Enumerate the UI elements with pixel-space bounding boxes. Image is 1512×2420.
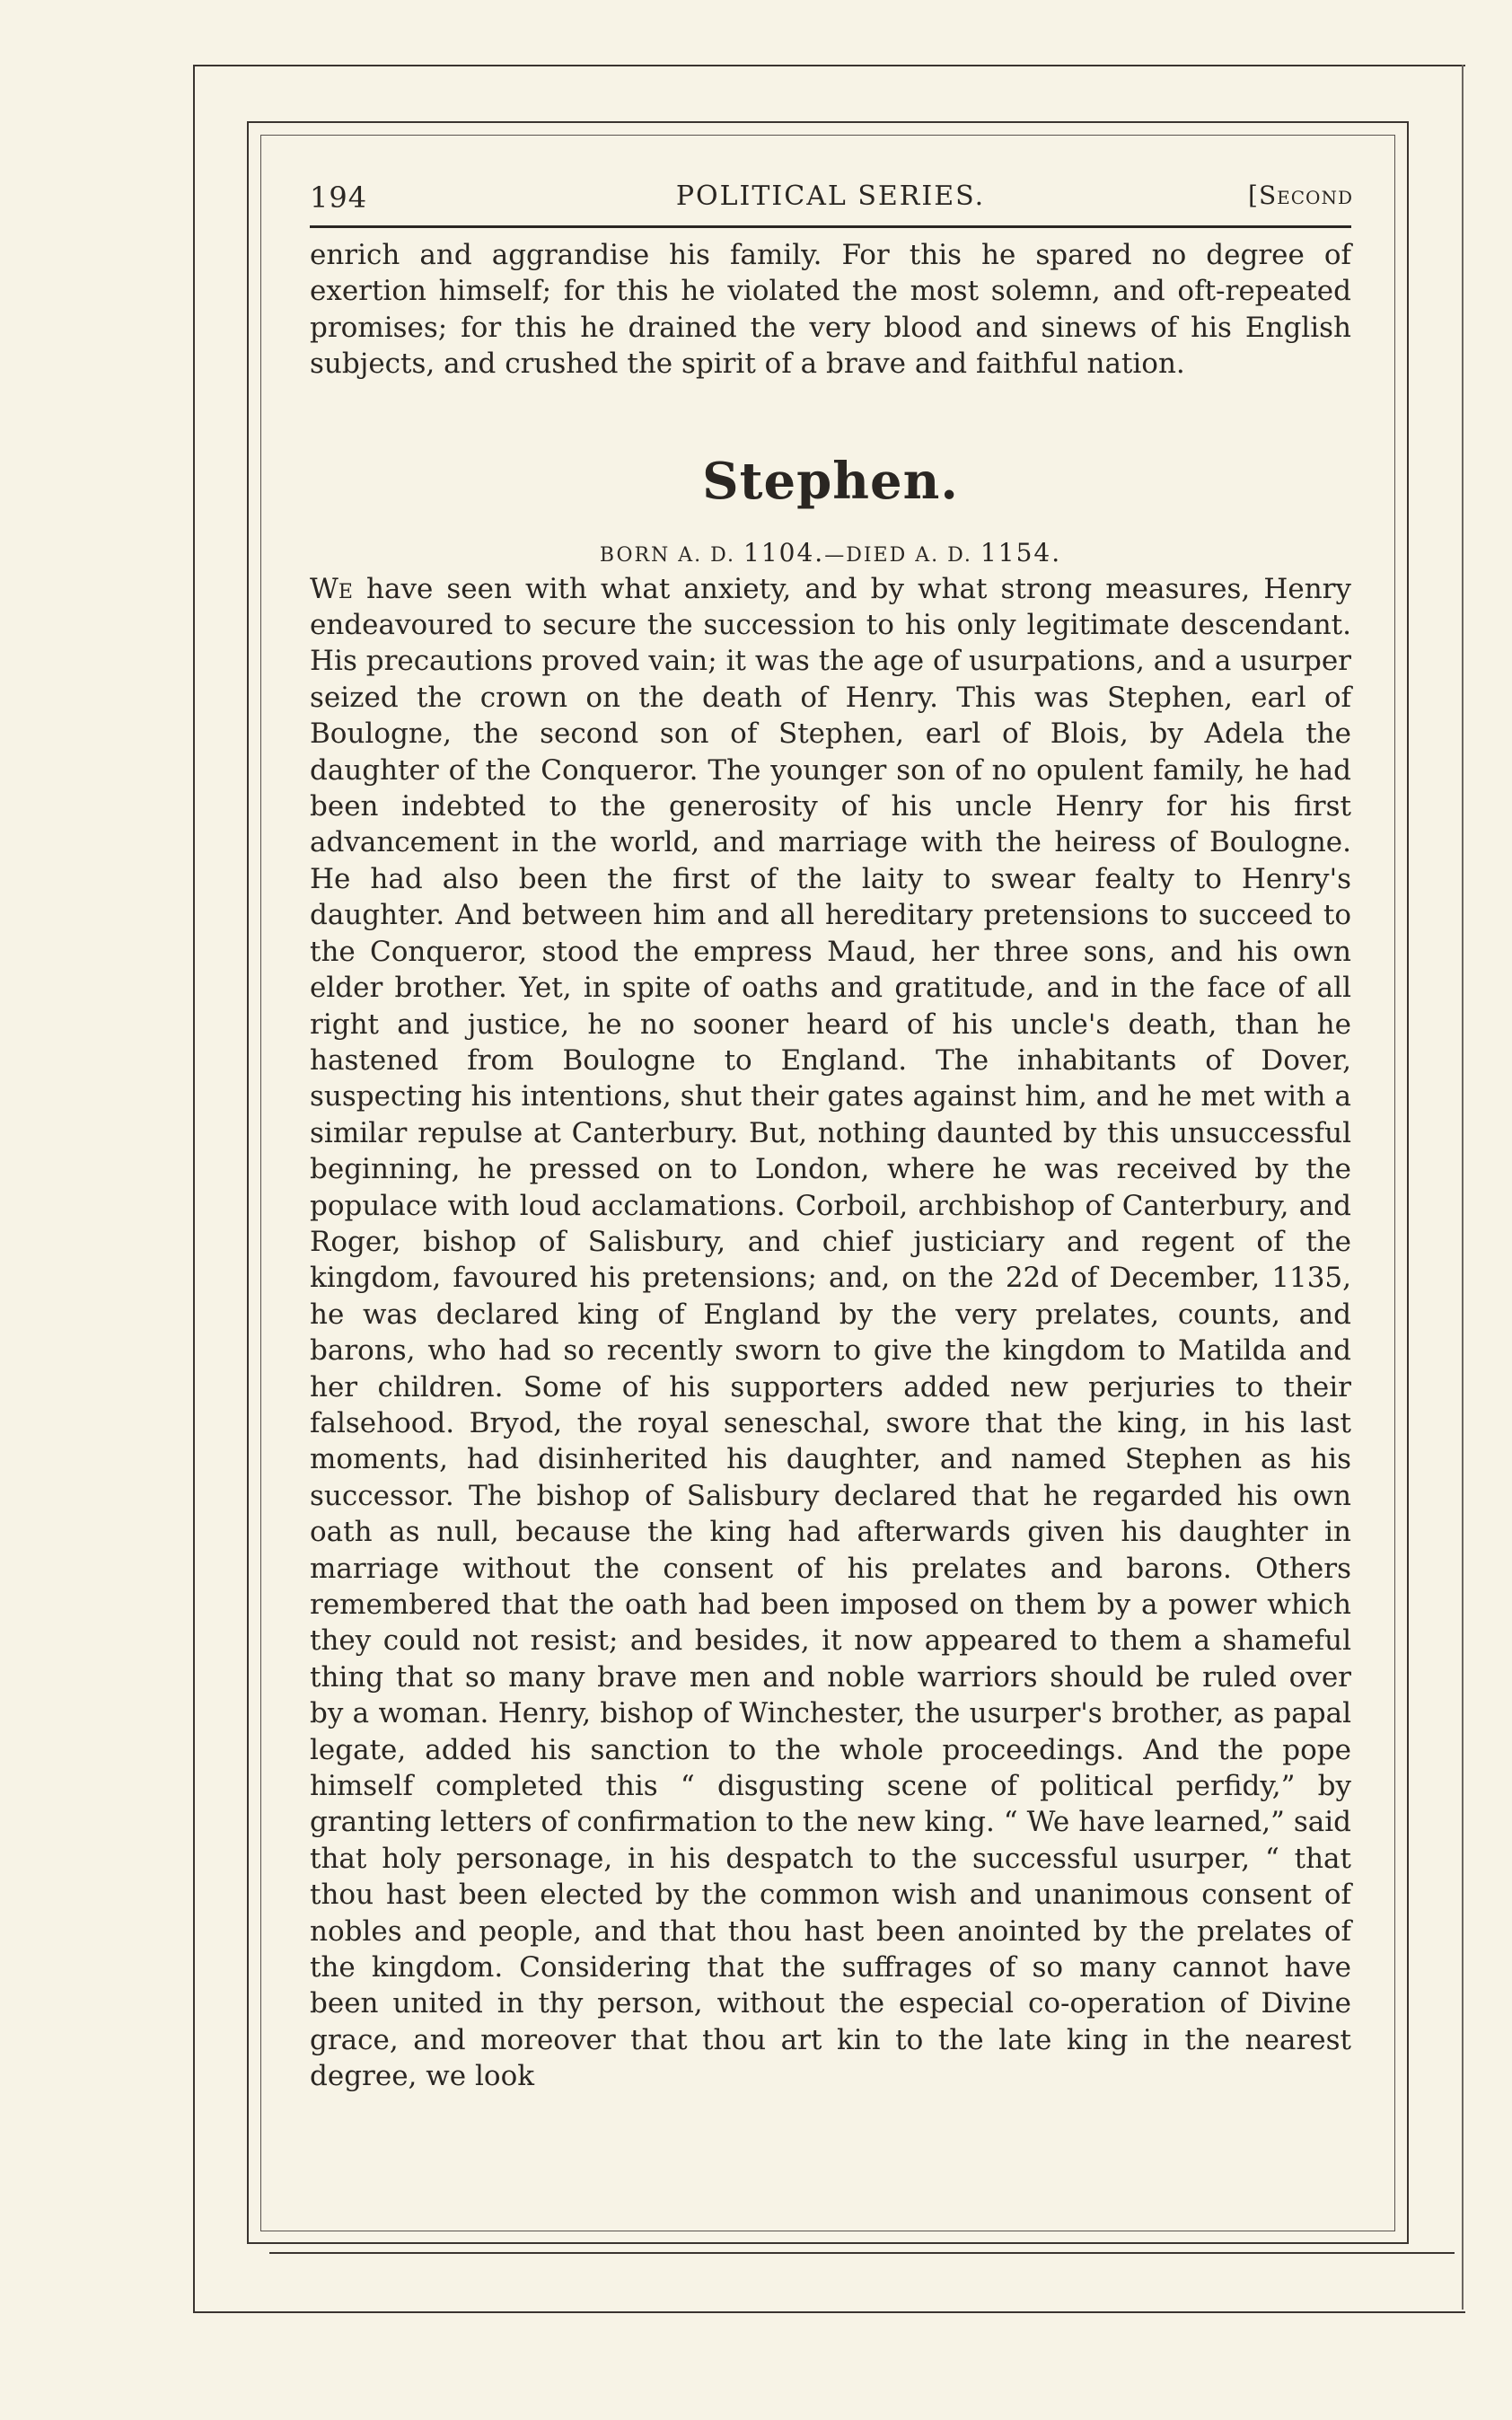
page-content: [310, 175, 1351, 2095]
died-year: 1154.: [980, 537, 1062, 568]
born-label: BORN A. D.: [599, 543, 736, 567]
page-number: 194: [310, 180, 368, 215]
intro-paragraph: enrich and aggrandise his family. For this he spared no degree of exertion himself; for this he violated the most solemn, and oft-repeated promises; for this he drained the very blood and sinews of his English subjects, and crushed the spirit of a brave and faithful nation.: [310, 239, 1351, 381]
main-paragraph: [310, 571, 1351, 2095]
outer-page-border-right: [1462, 65, 1464, 2310]
running-head: [310, 175, 1351, 220]
series-title: POLITICAL SERIES.: [675, 180, 986, 212]
chapter-title: Stephen.: [702, 451, 959, 511]
paragraph-first-word: We: [310, 572, 353, 605]
header-rule: [310, 225, 1351, 228]
section-label: [Second: [1248, 180, 1353, 210]
born-year: 1104.: [743, 537, 825, 568]
died-label: —DIED A. D.: [824, 543, 972, 567]
paragraph-text: have seen with what anxiety, and by what strong measures, Henry endeavoured to secure the succession to his only legitimate descendant. His precautions proved vain; it was the age of usurpations, and a usurper seized the crown on the death of Henry. This was Stephen, earl of Boulogne, the second son of Stephen, earl of Blois, by Adela the daughter of the Conqueror. The younger son of no opulent family, he had been indebted to the generosity of his uncle Henry for his first advancement in the world, and marriage with the heiress of Boulogne. He had also been the first of the laity to swear fealty to Henry's daughter. And between him and all hereditary pretensions to succeed to the Conqueror, stood the empress Maud, her three sons, and his own elder brother. Yet, in spite of oaths and gratitude, and in the face of all right and justice, he no sooner heard of his uncle's death, than he hastened from Boulogne to England. The inhabitants of Dover, suspecting his intentions, shut their gates against him, and he met with a similar repulse at Canterbury. But, nothing daunted by this unsuccessful beginning, he pressed on to London, where he was received by the populace with loud acclamations. Corboil, archbishop of Canterbury, and Roger, bishop of Salisbury, and chief justiciary and regent of the kingdom, favoured his pretensions; and, on the 22d of December, 1135, he was declared king of England by the very prelates, counts, and barons, who had so recently sworn to give the kingdom to Matilda and her children. Some of his supporters added new perjuries to their falsehood. Bryod, the royal seneschal, swore that the king, in his last moments, had disinherited his daughter, and named Stephen as his successor. The bishop of Salisbury declared that he regarded his own oath as null, because the king had afterwards given his daughter in marriage without the consent of his prelates and barons. Others remembered that the oath had been imposed on them by a power which they could not resist; and besides, it now appeared to them a shameful thing that so many brave men and noble warriors should be ruled over by a woman. Henry, bishop of Winchester, the usurper's brother, as papal legate, added his sanction to the whole proceedings. And the pope himself completed this “ disgusting scene of political perfidy,” by granting letters of confirmation to the new king. “ We have learned,” said that holy personage, in his despatch to the successful usurper, “ that thou hast been elected by the common wish and unanimous consent of nobles and people, and that thou hast been anointed by the prelates of the kingdom. Considering that the suffrages of so many cannot have been united in thy person, without the especial co-operation of Divine grace, and moreover that thou art kin to the late king in the nearest degree, we look: [310, 572, 1352, 2093]
bottom-rule: [269, 2252, 1455, 2254]
birth-death-dates: [310, 535, 1351, 571]
